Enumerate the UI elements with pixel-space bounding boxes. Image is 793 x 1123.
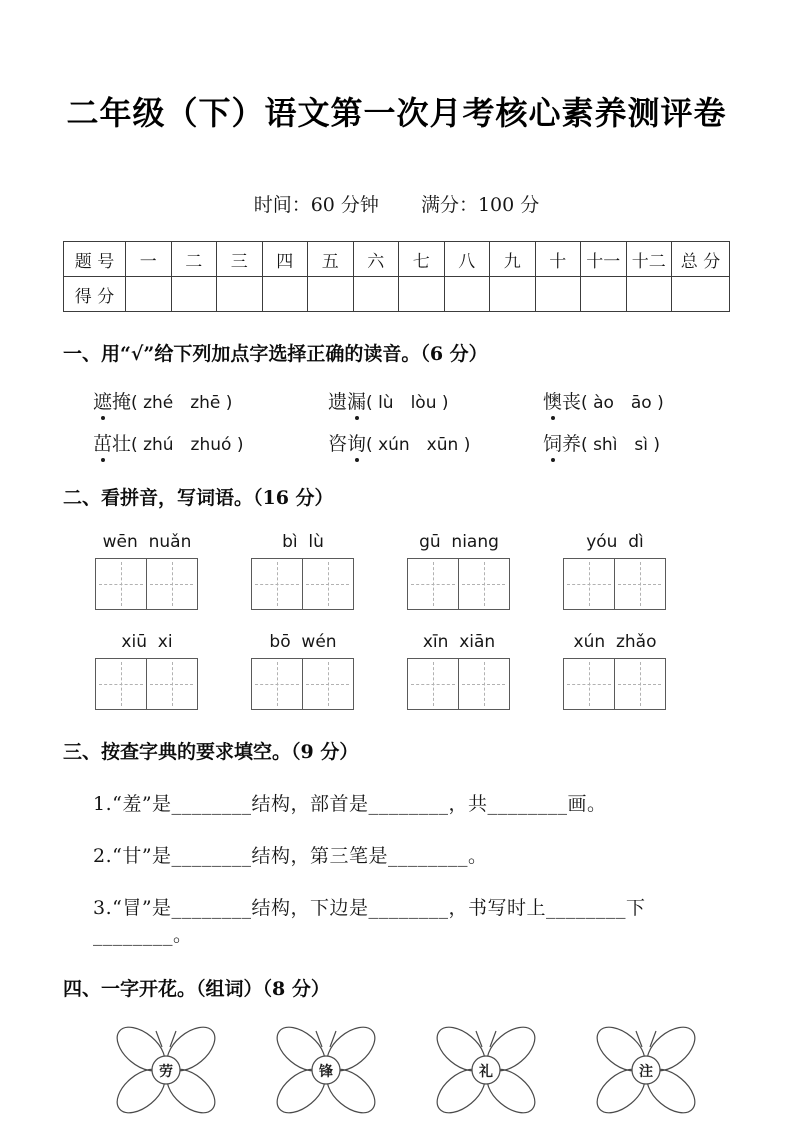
pinyin-choice-item [543,387,664,414]
pinyin-choice-item [93,387,328,414]
grid-cell[interactable] [302,559,352,609]
total-score-header: 总 分 [672,242,730,277]
word-char: 壮 [112,433,132,455]
grid-cell[interactable] [564,559,614,609]
writing-grid[interactable] [95,658,198,710]
grid-cell[interactable] [146,659,196,709]
word-char: 养 [562,433,582,455]
writing-grid-row-2 [63,632,730,710]
pinyin-write-item [95,532,199,610]
pinyin-options[interactable]: ( zhú zhuó ) [131,435,244,455]
word-row-2 [63,429,730,456]
grid-cell[interactable] [96,659,146,709]
word-flower-3[interactable] [425,1015,547,1123]
pinyin-options[interactable]: ( ào āo ) [581,393,664,413]
grid-cell[interactable] [614,559,664,609]
word-char: 遗 [328,391,348,413]
score-table-col-3: 三 [217,242,263,277]
score-table-col-4: 四 [262,242,308,277]
writing-grid[interactable] [563,658,666,710]
grid-cell[interactable] [252,659,302,709]
pinyin-label: bō wén [269,632,337,652]
score-table-col-9: 九 [490,242,536,277]
pinyin-write-item [407,532,511,610]
pinyin-label: yóu dì [586,532,644,552]
score-table-header-row [64,242,730,277]
score-input-cell[interactable] [535,277,581,312]
word-text [328,429,366,456]
full-score-label: 满分：100 分 [420,194,540,216]
word-char: 掩 [112,391,132,413]
flower-center-char: 锋 [319,1064,333,1080]
score-input-cell[interactable] [490,277,536,312]
dotted-char: 饲 [543,433,563,455]
word-text [93,429,131,456]
score-table-col-5: 五 [308,242,354,277]
score-table-col-11: 十一 [581,242,627,277]
word-flower-4[interactable] [585,1015,707,1123]
section-4-heading: 四、一字开花。（组词）（8 分） [63,978,330,1000]
page-title: 二年级（下）语文第一次月考核心素养测评卷 [66,94,727,132]
score-row-label: 得 分 [64,277,126,312]
pinyin-label: bì lù [282,532,324,552]
pinyin-write-item [563,532,667,610]
grid-cell[interactable] [458,559,508,609]
section-2 [63,483,730,710]
dotted-char: 漏 [347,391,367,413]
grid-cell[interactable] [614,659,664,709]
section-4 [63,974,730,1123]
pinyin-label: xīn xiān [422,632,496,652]
grid-cell[interactable] [458,659,508,709]
pinyin-label: xiū xi [121,632,173,652]
section-2-heading: 二、看拼音，写词语。（16 分） [63,487,334,509]
score-table-col-12: 十二 [626,242,672,277]
pinyin-options[interactable]: ( shì sì ) [581,435,661,455]
score-input-cell[interactable] [217,277,263,312]
score-input-cell[interactable] [353,277,399,312]
grid-cell[interactable] [146,559,196,609]
score-table-col-10: 十 [535,242,581,277]
score-input-cell[interactable] [308,277,354,312]
fill-blank-item-2[interactable]: 2.“甘”是________结构，第三笔是________。 [93,845,488,867]
pinyin-choice-item [328,387,543,414]
fill-blank-item-1[interactable]: 1.“羞”是________结构，部首是________，共________画。 [93,793,607,815]
section-1-heading: 一、用“√”给下列加点字选择正确的读音。（6 分） [63,343,488,365]
grid-cell[interactable] [408,659,458,709]
dotted-char: 茁 [93,433,113,455]
score-table-col-8: 八 [444,242,490,277]
word-text [328,387,366,414]
score-input-cell[interactable] [581,277,627,312]
word-flower-2[interactable] [265,1015,387,1123]
flower-row [63,1015,730,1123]
writing-grid[interactable] [563,558,666,610]
word-text [543,429,581,456]
score-table-col-6: 六 [353,242,399,277]
pinyin-options[interactable]: ( zhé zhē ) [131,393,233,413]
pinyin-label: wēn nuǎn [102,532,192,552]
word-flower-1[interactable] [105,1015,227,1123]
flower-center-char: 礼 [479,1064,493,1080]
word-text [543,387,581,414]
score-input-cell[interactable] [171,277,217,312]
writing-grid[interactable] [251,558,354,610]
question-number-header: 题 号 [64,242,126,277]
writing-grid[interactable] [251,658,354,710]
fill-blank-item-3[interactable]: 3.“冒”是________结构，下边是________，书写时上________下________。 [93,897,646,946]
score-table-col-7: 七 [399,242,445,277]
score-table-score-row [64,277,730,312]
total-score-input-cell[interactable] [672,277,730,312]
word-char: 丧 [562,391,582,413]
grid-cell[interactable] [408,559,458,609]
section-3-heading: 三、按查字典的要求填空。（9 分） [63,741,359,763]
pinyin-label: gū niang [419,532,499,552]
word-char: 咨 [328,433,348,455]
pinyin-options[interactable]: ( xún xūn ) [366,435,471,455]
writing-grid[interactable] [407,558,510,610]
pinyin-write-item [563,632,667,710]
pinyin-choice-item [93,429,328,456]
writing-grid-row-1 [63,532,730,610]
score-input-cell[interactable] [444,277,490,312]
score-table-col-2: 二 [171,242,217,277]
score-input-cell[interactable] [626,277,672,312]
grid-cell[interactable] [96,559,146,609]
section-3 [63,737,730,947]
pinyin-write-item [251,632,355,710]
flower-center-char: 劳 [159,1064,173,1080]
grid-cell[interactable] [302,659,352,709]
pinyin-options[interactable]: ( lù lòu ) [366,393,449,413]
dotted-char: 遮 [93,391,113,413]
exam-meta [63,190,730,217]
word-row-1 [63,387,730,414]
score-input-cell[interactable] [126,277,172,312]
grid-cell[interactable] [564,659,614,709]
pinyin-label: xún zhǎo [573,632,657,652]
dotted-char: 懊 [543,391,563,413]
time-limit-label: 时间：60 分钟 [253,194,379,216]
writing-grid[interactable] [95,558,198,610]
score-input-cell[interactable] [399,277,445,312]
pinyin-write-item [407,632,511,710]
dotted-char: 询 [347,433,367,455]
pinyin-write-item [95,632,199,710]
score-table [63,241,730,312]
word-text [93,387,131,414]
pinyin-choice-item [328,429,543,456]
score-table-col-1: 一 [126,242,172,277]
grid-cell[interactable] [252,559,302,609]
score-input-cell[interactable] [262,277,308,312]
pinyin-write-item [251,532,355,610]
flower-center-char: 注 [639,1064,653,1080]
section-1 [63,339,730,456]
writing-grid[interactable] [407,658,510,710]
pinyin-choice-item [543,429,660,456]
